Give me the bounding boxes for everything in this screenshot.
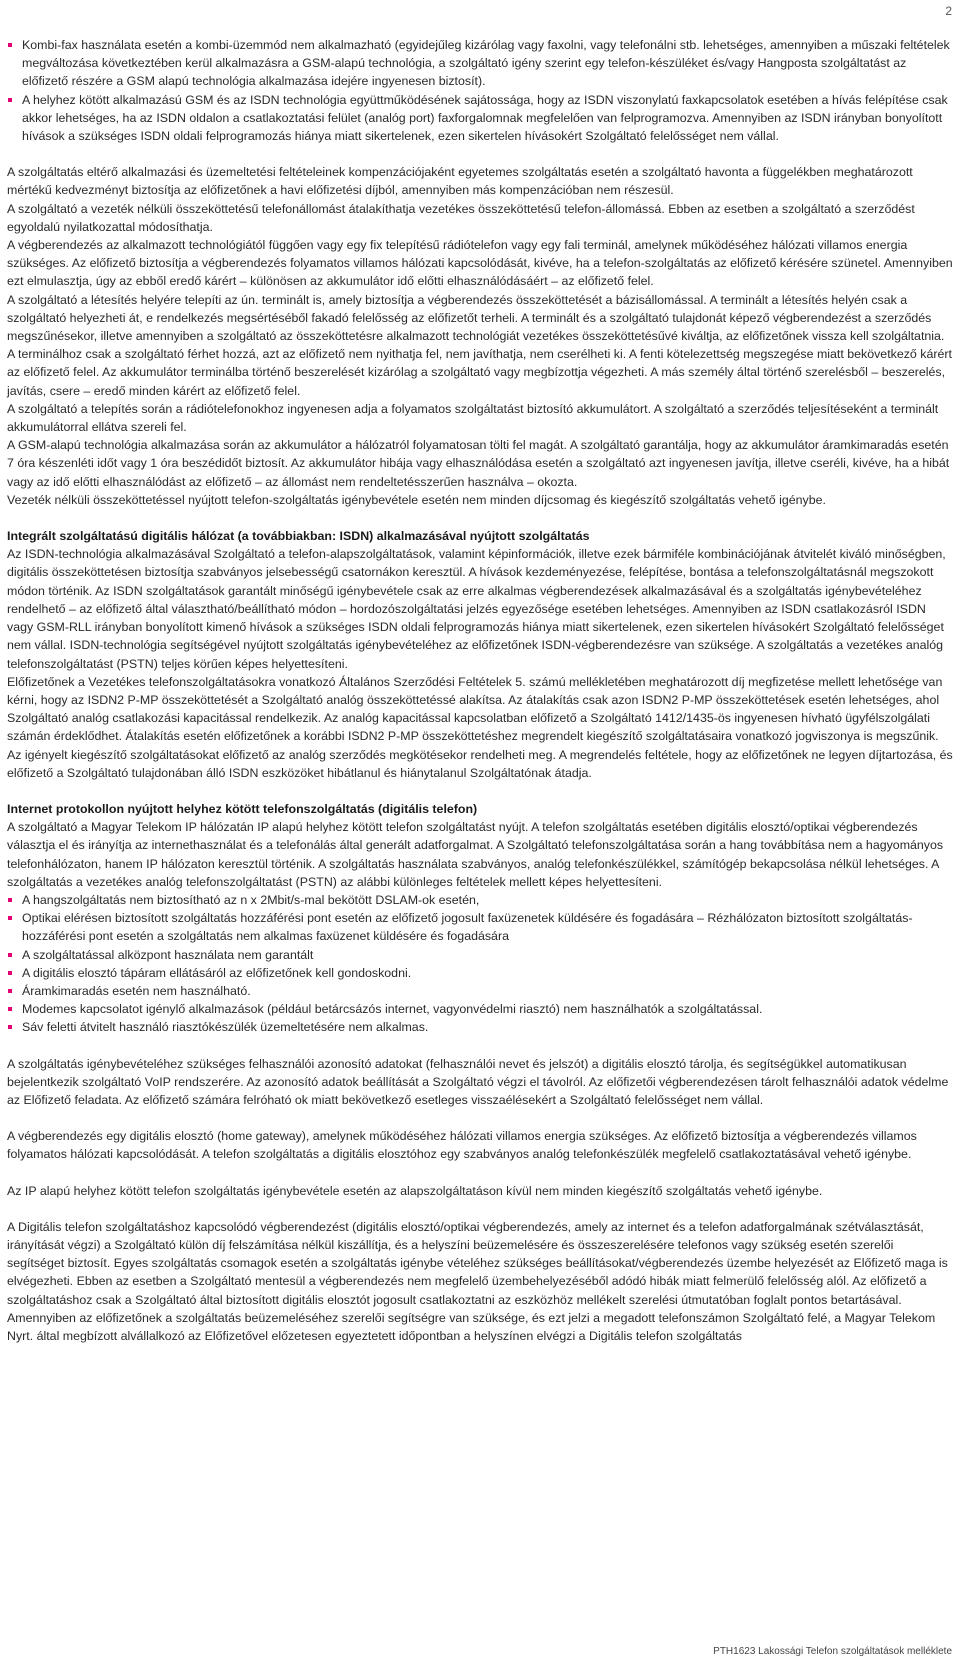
gsm-section: [7, 163, 953, 509]
paragraph: A szolgáltató a Magyar Telekom IP hálózatán IP alapú helyhez kötött telefon szolgáltatást nyújt. A telefon szolgáltatás esetében digitális elosztó/optikai végberendezés választja el és irányítja az internethasználat és a telefonálás által generált adatforgalmat. A Szolgáltató telefonszolgáltatása során a hang továbbítása nem a hagyományos telefonhálózaton, hanem IP hálózaton keresztül történik. A szolgáltatás használata szabványos, analóg telefonkészülékkel, számítógép bekapcsolása nélkül lehetséges. A szolgáltatás a vezetékes analóg telefonszolgáltatást (PSTN) az alábbi különleges feltételek mellett képes helyettesíteni.: [7, 820, 944, 889]
paragraph: Vezeték nélküli összeköttetéssel nyújtott telefon-szolgáltatás igénybevétele esetén nem minden díjcsomag és kiegészítő szolgáltatás vehető igénybe.: [7, 492, 826, 507]
list-item: Áramkimaradás esetén nem használható.: [7, 982, 953, 1000]
paragraph: A szolgáltatás igénybevételéhez szükséges felhasználói azonosító adatokat (felhasználói nevet és jelszót) a digitális elosztó tárolja, és segítségükkel automatikusan bejelentkezik szolgáltató VoIP rendszerére. Az azonosító adatok beállítását a Szolgáltató végzi el távolról. Az előfizetői végberendezésen tárolt felhasználói adatok védelme az Előfizető feladata. Az előfizető számára felróható ok miatt bekövetkező esetleges visszaélésekért a Szolgáltató felelősséget nem vállal.: [7, 1056, 949, 1107]
list-item: A helyhez kötött alkalmazású GSM és az ISDN technológia együttműködésének sajátossága, hogy az ISDN viszonylatú faxkapcsolatok esetében a hívás felépítése csak akkor lehetséges, ha az ISDN oldalon a csatlakoztatási felület (analóg port) faxforgalomnak megfelelően van felprogramozva. Amennyiben az ISDN irányban bonyolított hívások a szükséges ISDN oldali felprogramozás hiánya miatt sikertelenek, ezen sikertelen hívásokért Szolgáltató felelősséget nem vállal.: [7, 91, 953, 146]
list-item: A hangszolgáltatás nem biztosítható az n x 2Mbit/s-mal bekötött DSLAM-ok esetén,: [7, 891, 953, 909]
ip-device-paragraph: [7, 1127, 953, 1163]
paragraph: A szolgáltató a vezeték nélküli összeköttetésű telefonállomást átalakíthatja vezetékes összeköttetésű telefon-állomássá. Ebben az esetben a szolgáltató a szerződést egyoldalú nyilatkozattal módosíthatja.: [7, 201, 915, 234]
ip-bullet-list: [7, 891, 953, 1037]
page-footer: PTH1623 Lakossági Telefon szolgáltatások melléklete: [713, 1645, 952, 1657]
paragraph: A terminálhoz csak a szolgáltató férhet hozzá, azt az előfizető nem nyithatja fel, nem javíthatja, nem cserélheti ki. A fenti kötelezettség megszegése miatt bekövetkező kárért az előfizető felel. Az akkumulátor terminálba történő beszerelését kizárólag a szolgáltató vagy megbízottja végezheti. A más személy által történő szerelésből – beszerelés, javítás, csere – eredő minden kárért az előfizető felel.: [7, 347, 952, 398]
ip-credentials-paragraph: [7, 1055, 953, 1110]
paragraph: Amennyiben az előfizetőnek a szolgáltatás beüzemeléséhez szerelői segítségre van szüksége, és ezt jelzi a megadott telefonszámon Szolgáltató felé, a Magyar Telekom Nyrt. által megbízott alvállalkozó az Előfizetővel előzetesen egyeztetett időpontban a helyszínen elvégzi a Digitális telefon szolgáltatás: [7, 1310, 936, 1343]
paragraph: A Digitális telefon szolgáltatáshoz kapcsolódó végberendezést (digitális elosztó/optikai végberendezés, amely az internet és a telefon adatforgalmának szétválasztását, irányítását végzi) a Szolgáltató külön díj felszámítása nélkül kiszállítja, és a helyszíni beüzemelésére és összeszerelésére telefonos vagy szükség esetén szerelői segítséget biztosít. Egyes szolgáltatás csomagok esetén a szolgáltatás igénybe vételéhez szükséges beállításokat/végberendezés üzembe helyezését az Előfizető maga is elvégezheti. Ebben az esetben a Szolgáltató mentesül a végberendezés nem megfelelő üzembehelyezéséből adódó hibák miatt felmerülő felelősség alól. Az előfizető a szolgáltatáshoz csak a Szolgáltató által biztosított digitális elosztót jogosult csatlakoztatni az eszközhöz mellékelt szerelési útmutatóban foglalt pontos betartásával.: [7, 1219, 948, 1307]
intro-bullet-list: [7, 36, 953, 145]
list-item: Sáv feletti átvitelt használó riasztókészülék üzemeltetésére nem alkalmas.: [7, 1018, 953, 1036]
ip-installation-paragraph: [7, 1218, 953, 1345]
paragraph: A szolgáltató a telepítés során a rádiótelefonokhoz ingyenesen adja a folyamatos szolgáltatást biztosító akkumulátort. A szolgáltató a szerződés teljesítéseként a terminált akkumulátorral ellátva szereli fel.: [7, 401, 939, 435]
paragraph: A végberendezés egy digitális elosztó (home gateway), amelynek működéséhez hálózati villamos energia szükséges. Az előfizető biztosítja a végberendezés villamos folyamatos hálózati kapcsolódását. A telefon szolgáltatás a digitális elosztóhoz egy szabványos analóg telefonkészülék megfelelő csatlakoztatásával vehető igénybe.: [7, 1129, 917, 1162]
paragraph: A szolgáltatás eltérő alkalmazási és üzemeltetési feltételeinek kompenzációjaként egyetemes szolgáltatás esetén a szolgáltató havonta a függelékben meghatározott mértékű kedvezményt biztosítja az előfizetőnek a havi előfizetési díjból, amennyiben más kompenzációban nem részesül.: [7, 165, 913, 198]
page-number: 2: [945, 4, 952, 18]
list-item: A szolgáltatással alközpont használata nem garantált: [7, 946, 953, 964]
paragraph: Az IP alapú helyhez kötött telefon szolgáltatás igénybevétele esetén az alapszolgáltatáson kívül nem minden kiegészítő szolgáltatás vehető igénybe.: [7, 1183, 823, 1198]
list-item: Optikai elérésen biztosított szolgáltatás hozzáférési pont esetén az előfizető jogosult faxüzenetek küldésére és fogadására – Rézhálózaton biztosított szolgáltatás-hozzáférési pont esetén a szolgáltatás nem alkalmas faxüzenet küldésére és fogadására: [7, 909, 953, 945]
ip-services-paragraph: [7, 1182, 953, 1200]
ip-section: [7, 800, 953, 1037]
section-heading: Internet protokollon nyújtott helyhez kötött telefonszolgáltatás (digitális telefon): [7, 801, 478, 816]
paragraph: Előfizetőnek a Vezetékes telefonszolgáltatásokra vonatkozó Általános Szerződési Feltételek 5. számú mellékletében meghatározott díj megfizetése mellett lehetősége van kérni, hogy az ISDN2 P-MP összeköttetését a Szolgáltató analóg összeköttetéssé alakítsa. Az átalakítás csak azon ISDN2 P-MP összeköttetések esetén lehetséges, ahol Szolgáltató analóg csatlakozási kapacitással rendelkezik. Az analóg kapacitással kapcsolatban előfizető a Szolgáltató 1412/1435-ös ingyenesen hívható ügyfélszolgálati számán érdeklődhet. Átalakítás esetén előfizetőnek a korábbi ISDN2 P-MP összeköttetéshez megrendelt kiegészítő szolgáltatásaira vonatkozó jogviszonya is megszűnik. Az igényelt kiegészítő szolgáltatásokat előfizető az analóg szerződés megkötésekor rendelheti meg. A megrendelés feltétele, hogy az előfizetőnek ne legyen díjtartozása, és előfizető a Szolgáltató tulajdonában álló ISDN eszközöket hibátlanul és hiánytalanul Szolgáltatónak átadja.: [7, 674, 953, 780]
paragraph: Az ISDN-technológia alkalmazásával Szolgáltató a telefon-alapszolgáltatások, valamint képinformációk, illetve ezek bármiféle kombinációjának átvitelét kiváló minőségben, digitális összeköttetésen biztosítja szabványos jelsebességű csatornákon keresztül. A hívások kezdeményezése, felépítése, bontása a telefonszolgáltatásnál megszokott módon történik. Az ISDN szolgáltatások garantált minőségű igénybevétele csak az erre alkalmas végberendezések alkalmazásával és a szolgáltatás igénybevételéhez rendelhető – az előfizető által választható/beállítható módon – hordozószolgáltatási jelzés egyezősége esetében lehetséges. Amennyiben az ISDN csatlakozásról ISDN vagy GSM-RLL irányban bonyolított kimenő hívások a szükséges ISDN oldali felprogramozás hiánya miatt sikertelenek, ezen sikertelen hívásokért Szolgáltató felelősséget nem vállal. ISDN-technológia segítségével nyújtott szolgáltatás igénybevételéhez az előfizetőnek ISDN-végberendezésre van szüksége. A szolgáltatás a vezetékes analóg telefonszolgáltatást (PSTN) teljes körűen képes helyettesíteni.: [7, 547, 946, 671]
document-body: [7, 36, 953, 1345]
paragraph: A GSM-alapú technológia alkalmazása során az akkumulátor a hálózatról folyamatosan tölti fel magát. A szolgáltató garantálja, hogy az akkumulátor áramkimaradás esetén 7 óra készenléti időt vagy 1 óra beszédidőt biztosít. Az akkumulátor hibája vagy elhasználódása esetén a szolgáltató azt ingyenesen javítja, illetve cseréli, kivéve, ha a hibát vagy az idő előtti elhasználódást az előfizető – az állomást nem rendeltetésszerűen használva – okozta.: [7, 438, 950, 489]
list-item: A digitális elosztó tápáram ellátásáról az előfizetőnek kell gondoskodni.: [7, 964, 953, 982]
section-heading: Integrált szolgáltatású digitális hálózat (a továbbiakban: ISDN) alkalmazásával nyújtott szolgáltatás: [7, 529, 590, 544]
list-item: Modemes kapcsolatot igénylő alkalmazások (például betárcsázós internet, vagyonvédelmi riasztó) nem használhatók a szolgáltatással.: [7, 1000, 953, 1018]
isdn-section: [7, 527, 953, 782]
paragraph: A szolgáltató a létesítés helyére telepíti az ún. terminált is, amely biztosítja a végberendezés összeköttetését a bázisállomással. A terminált a létesítés helyén csak a szolgáltató helyezheti át, e rendelkezés megsértéséből fakadó felelősség az előfizetőt terheli. A terminált és a szolgáltató tulajdonát képező végberendezést a szerződés megszűnésekor, illetve amennyiben a szolgáltató az összeköttetésre alkalmazott technológiát vezetékes összeköttetésűvé kiváltja, az előfizetőnek vissza kell szolgáltatnia.: [7, 292, 945, 344]
list-item: Kombi-fax használata esetén a kombi-üzemmód nem alkalmazható (egyidejűleg kizárólag vagy faxolni, vagy telefonálni stb. lehetséges, amennyiben a műszaki feltételek megváltozása következtében kerül alkalmazásra a GSM-alapú technológia, a szolgáltató igény szerint egy telefon-készüléket és/vagy Hangposta szolgáltatást az előfizető részére a GSM alapú technológia alkalmazása idejére ingyenesen biztosít).: [7, 36, 953, 91]
paragraph: A végberendezés az alkalmazott technológiától függően vagy egy fix telepítésű rádiótelefon vagy egy fali terminál, amelynek működéséhez hálózati villamos energia szükséges. Az előfizető biztosítja a végberendezés folyamatos villamos hálózati kapcsolódását, kivéve, ha a telefon-szolgáltatás az előfizető kérésére szünetel. Amennyiben ezt elmulasztja, úgy az ebből eredő kárért – különösen az akkumulátor idő előtti elhasználódásáért – az előfizető felel.: [7, 238, 953, 289]
